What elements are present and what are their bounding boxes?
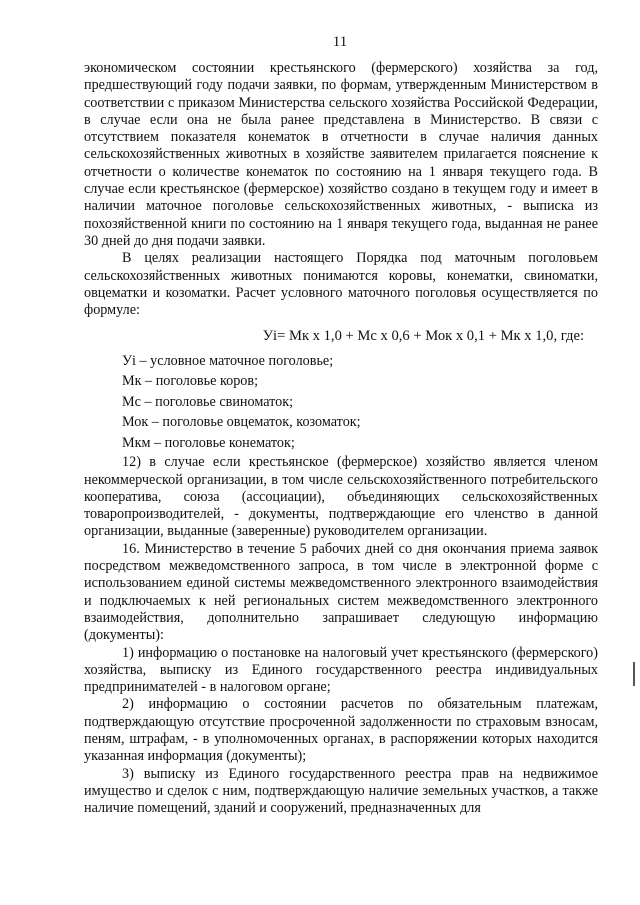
definition-mkm: Мкм – поголовье конематок; xyxy=(122,434,295,451)
paragraph-subitem-3: 3) выписку из Единого государственного реестра прав на недвижимое имущество и сделок с ним, подтверждающую наличие земельных участков, а также наличие помещений, зданий и сооружений, предназначенных для xyxy=(84,765,598,817)
paragraph-subitem-1: 1) информацию о постановке на налоговый учет крестьянского (фермерского) хозяйства, выписку из Единого государственного реестра индивидуальных предпринимателей - в налоговом органе; xyxy=(84,644,598,696)
definition-mk: Мк – поголовье коров; xyxy=(122,373,259,390)
paragraph-item-16: 16. Министерство в течение 5 рабочих дней со дня окончания приема заявок посредством межведомственного запроса, в том числе в электронной форме с использованием единой системы межведомственного электронного взаимодействия и подключаемых к ней региональных систем межведомственного электронного взаимодействия, дополнительно запрашивает следующую информацию (документы): xyxy=(84,540,598,644)
formula-conditional-livestock: Уi= Мк х 1,0 + Мс х 0,6 + Мок х 0,1 + Мк х 1,0, где: xyxy=(262,328,584,345)
document-body xyxy=(84,60,598,817)
scan-margin-mark xyxy=(633,662,635,686)
paragraph-subitem-2: 2) информацию о состоянии расчетов по обязательным платежам, подтверждающую отсутствие просроченной задолженности по страховым взносам, пеням, штрафам, - в уполномоченных органах, в распоряжении которых находится указанная информация (документы); xyxy=(84,696,598,765)
definition-mc: Мс – поголовье свиноматок; xyxy=(122,393,294,410)
definition-ui: Уi – условное маточное поголовье; xyxy=(122,352,334,369)
page-number: 11 xyxy=(332,34,348,50)
paragraph-item-12: 12) в случае если крестьянское (фермерское) хозяйство является членом некоммерческой организации, в том числе сельскохозяйственного потребительского кооператива, союза (ассоциации), объединяющих сельскохозяйственных товаропроизводителей, - документы, подтверждающие его членство в данной организации, выданные (заверенные) руководителем организации. xyxy=(84,454,598,540)
definition-mok: Мок – поголовье овцематок, козоматок; xyxy=(122,414,361,431)
paragraph-livestock-definition: В целях реализации настоящего Порядка под маточным поголовьем сельскохозяйственных животных понимаются коровы, конематки, свиноматки, овцематки и козоматки. Расчет условного маточного поголовья осуществляется по формуле: xyxy=(84,250,598,319)
paragraph-continuation: экономическом состоянии крестьянского (фермерского) хозяйства за год, предшествующий году подачи заявки, по формам, утвержденным Министерством в соответствии с приказом Министерства сельского хозяйства Российской Федерации, в случае если она не была ранее представлена в Министерство. В связи с отсутствием показателя конематок в отчетности в случае наличия данных сельскохозяйственных животных в хозяйстве заявителем прилагается пояснение к отчетности о количестве конематок по состоянию на 1 января текущего года. В случае если крестьянское (фермерское) хозяйство создано в текущем году и имеет в наличии маточное поголовье сельскохозяйственных животных, - выписка из похозяйственной книги по состоянию на 1 января текущего года, выданная не ранее 30 дней до дня подачи заявки. xyxy=(84,60,598,249)
